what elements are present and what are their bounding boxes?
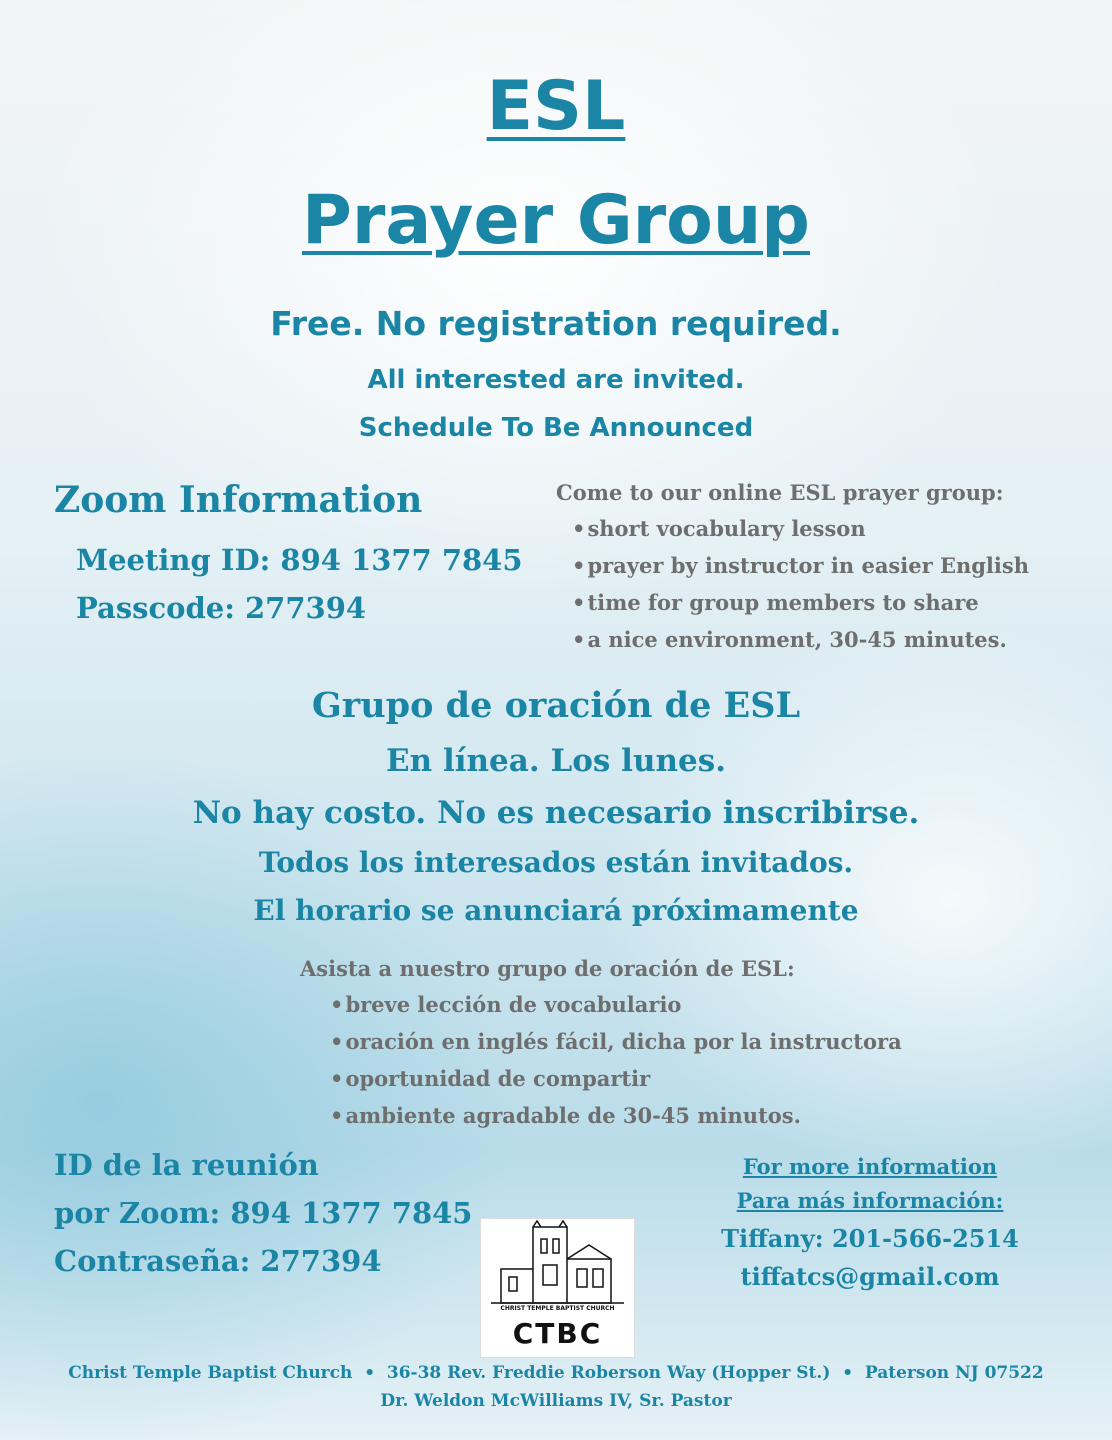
contact-email[interactable]: tiffatcs@gmail.com <box>740 1262 1000 1291</box>
more-info-en-link[interactable]: For more information <box>742 1154 998 1179</box>
church-logo <box>480 1218 635 1358</box>
zoom-meeting-id: Meeting ID: 894 1377 7845 <box>76 543 523 577</box>
more-info-es-link[interactable]: Para más información: <box>736 1188 1004 1213</box>
spanish-line-online: En línea. Los lunes. <box>386 743 726 779</box>
spanish-heading: Grupo de oración de ESL <box>311 685 801 726</box>
zoom-heading: Zoom Information <box>54 479 423 521</box>
zoom-passcode: Passcode: 277394 <box>76 591 367 625</box>
subtitle-invited: All interested are invited. <box>367 365 745 395</box>
list-item: • short vocabulary lesson <box>572 510 1029 547</box>
subtitle-free: Free. No registration required. <box>270 304 842 343</box>
subtitle-schedule: Schedule To Be Announced <box>358 413 754 443</box>
spanish-line-invited: Todos los interesados están invitados. <box>258 846 854 879</box>
list-item: • a nice environment, 30-45 minutes. <box>572 621 1029 658</box>
list-item: • ambiente agradable de 30-45 minutos. <box>330 1097 902 1134</box>
logo-subtext: CHRIST TEMPLE BAPTIST CHURCH <box>500 1305 615 1312</box>
title-prayer-group: Prayer Group <box>302 181 810 260</box>
more-info-en[interactable] <box>700 1152 1040 1182</box>
zoom-es-passcode: Contraseña: 277394 <box>54 1244 382 1278</box>
zoom-es-line1: ID de la reunión <box>54 1148 319 1182</box>
zoom-es-meeting-id: por Zoom: 894 1377 7845 <box>54 1196 473 1230</box>
list-item: • oportunidad de compartir <box>330 1060 902 1097</box>
spanish-list <box>330 986 902 1134</box>
list-item: • prayer by instructor in easier English <box>572 547 1029 584</box>
english-list <box>572 510 1029 658</box>
footer-pastor: Dr. Weldon McWilliams IV, Sr. Pastor <box>380 1391 732 1411</box>
english-list-intro: Come to our online ESL prayer group: <box>556 480 1004 505</box>
list-item: • breve lección de vocabulario <box>330 986 902 1023</box>
spanish-line-schedule: El horario se anunciará próximamente <box>253 894 859 927</box>
list-item: • oración en inglés fácil, dicha por la instructora <box>330 1023 902 1060</box>
logo-text: CTBC <box>512 1317 603 1350</box>
contact-phone: Tiffany: 201-566-2514 <box>721 1224 1019 1253</box>
title-esl: ESL <box>486 67 626 146</box>
more-info-es[interactable] <box>700 1186 1040 1216</box>
spanish-line-cost: No hay costo. No es necesario inscribirse. <box>192 795 920 831</box>
list-item: • time for group members to share <box>572 584 1029 621</box>
spanish-list-intro: Asista a nuestro grupo de oración de ESL: <box>300 956 795 981</box>
footer-address: Christ Temple Baptist Church • 36-38 Rev. Freddie Roberson Way (Hopper St.) • Paterson NJ 07522 <box>68 1363 1044 1383</box>
